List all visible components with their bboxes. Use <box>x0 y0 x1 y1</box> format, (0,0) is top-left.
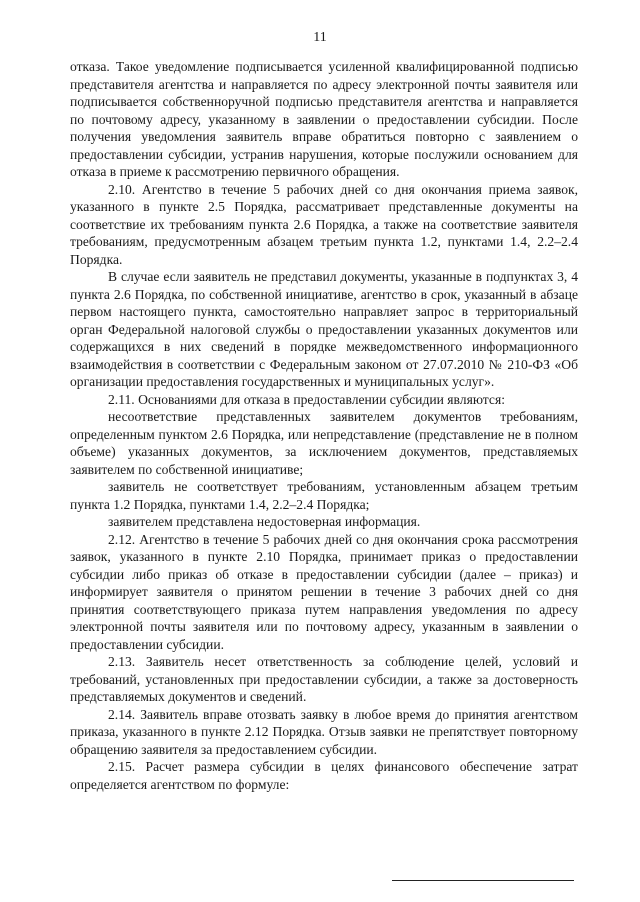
paragraph: 2.15. Расчет размера субсидии в целях финансового обеспечение затрат определяется агентством по формуле: <box>70 759 578 792</box>
paragraph: 2.12. Агентство в течение 5 рабочих дней со дня окончания срока рассмотрения заявок, указанного в пункте 2.10 Порядка, принимает приказ о предоставлении субсидии либо приказ об отказе в предоставлении субсидии (далее – приказ) и информирует заявителя о принятом решении в течение 3 рабочих дней со дня принятия соответствующего приказа путем направления уведомления по адресу электронной почты заявителя или по почтовому адресу, указанным в заявлении о предоставлении субсидии. <box>70 531 578 652</box>
paragraph: заявитель не соответствует требованиям, установленным абзацем третьим пункта 1.2 Порядка, пунктами 1.4, 2.2–2.4 Порядка; <box>70 479 578 512</box>
paragraph: отказа. Такое уведомление подписывается усиленной квалифицированной подписью представителя агентства и направляется по адресу электронной почты заявителя или подписывается собственноручной подписью представителя агентства и направляется по почтовому адресу, указанному в заявлении о предоставлении субсидии. После получения уведомления заявитель вправе обратиться повторно с заявлением о предоставлении субсидии, устранив нарушения, которые послужили основанием для отказа в приеме к рассмотрению первичного обращения. <box>70 59 578 179</box>
paragraph: несоответствие представленных заявителем документов требованиям, определенным пунктом 2.6 Порядка, или непредставление (представление не в полном объеме) указанных документов, за исключением документов, представляемых заявителем по собственной инициативе; <box>70 409 578 477</box>
paragraph: 2.10. Агентство в течение 5 рабочих дней со дня окончания приема заявок, указанного в пункте 2.5 Порядка, рассматривает представленные документы на соответствие их требованиям пункта 2.6 Порядка, а также на соответствие заявителя требованиям, предусмотренным абзацем третьим пункта 1.2, пунктами 1.4, 2.2–2.4 Порядка. <box>70 181 578 267</box>
page-number: 11 <box>313 30 327 45</box>
paragraph: В случае если заявитель не представил документы, указанные в подпунктах 3, 4 пункта 2.6 Порядка, по собственной инициативе, агентство в срок, указанный в абзаце первом настоящего пункта, самостоятельно направляет запрос в территориальный орган Федеральной налоговой службы о предоставлении указанных документов или содержащихся в них сведений в порядке межведомственного информационного взаимодействия в соответствии с Федеральным законом от 27.07.2010 № 210-ФЗ «Об организации предоставления государственных и муниципальных услуг». <box>70 269 578 389</box>
paragraph: 2.13. Заявитель несет ответственность за соблюдение целей, условий и требований, установленных при предоставлении субсидии, а также за достоверность представляемых документов и сведений. <box>70 654 578 704</box>
paragraph: 2.14. Заявитель вправе отозвать заявку в любое время до принятия агентством приказа, указанного в пункте 2.12 Порядка. Отзыв заявки не препятствует повторному обращению заявителя за предоставлением субсидии. <box>70 706 578 757</box>
paragraph: заявителем представлена недостоверная информация. <box>108 514 421 529</box>
document-body <box>70 58 578 793</box>
footer-rule <box>392 880 574 881</box>
paragraph: 2.11. Основаниями для отказа в предоставлении субсидии являются: <box>108 391 505 407</box>
